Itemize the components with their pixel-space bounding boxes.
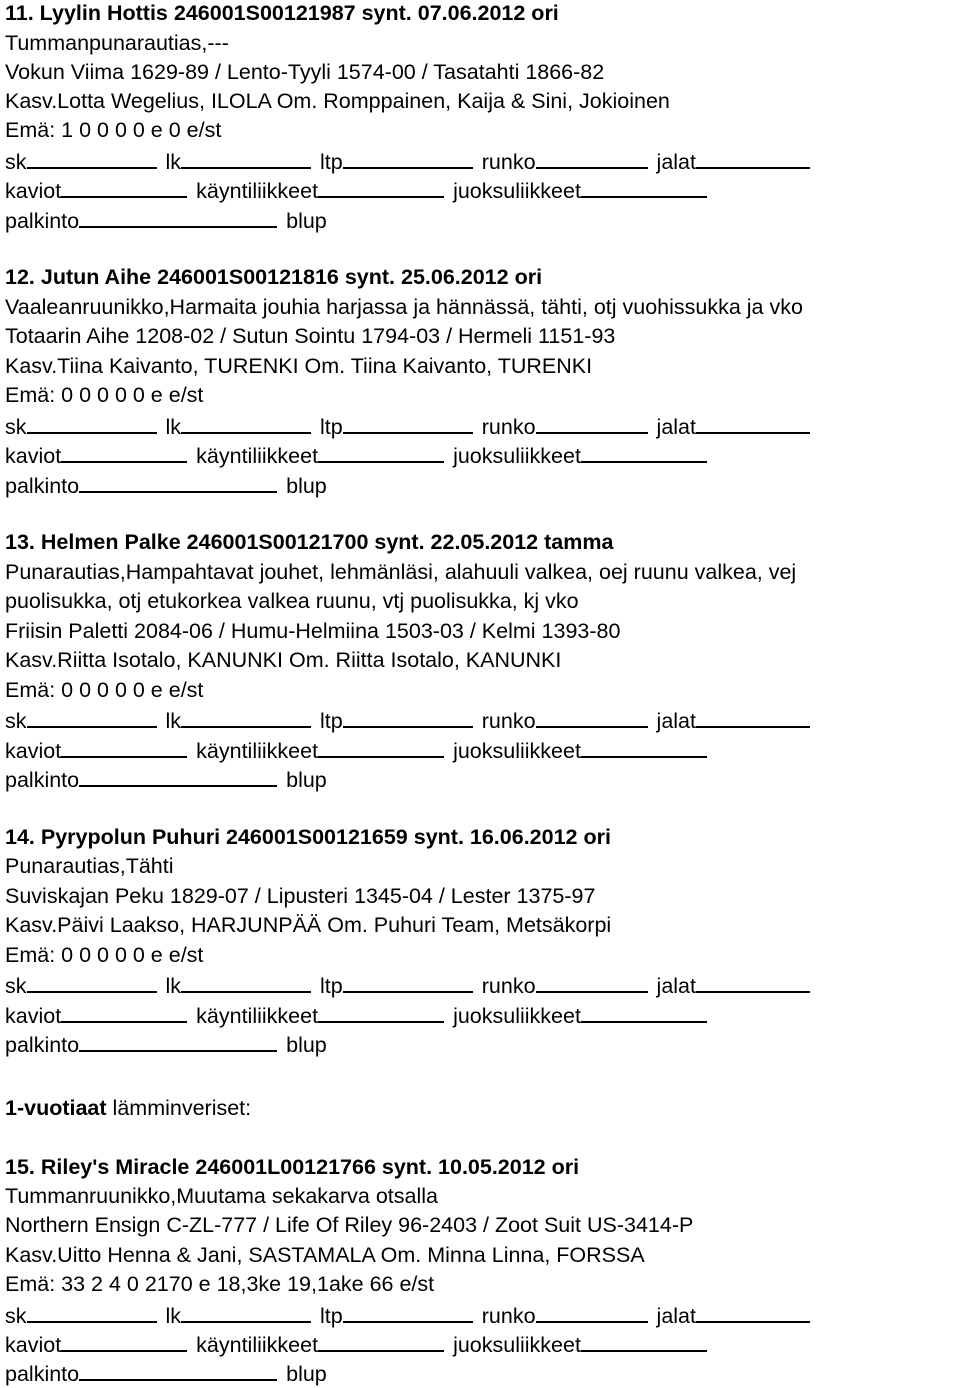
field-label-kayntiliikkeet: käyntiliikkeet — [196, 1333, 319, 1357]
field-label-palkinto: palkinto — [5, 1362, 80, 1386]
blank-jalat[interactable] — [696, 148, 810, 169]
entry-color: Tummanpunarautias,--- — [5, 31, 229, 55]
score-row-1 — [5, 707, 810, 732]
blank-kayntiliikkeet[interactable] — [318, 177, 444, 198]
field-label-palkinto: palkinto — [5, 1033, 80, 1057]
blank-ltp[interactable] — [343, 1302, 473, 1323]
blank-runko[interactable] — [536, 972, 648, 993]
field-label-runko: runko — [481, 150, 536, 174]
blank-juoksuliikkeet[interactable] — [581, 442, 707, 463]
entry-color: Vaaleanruunikko,Harmaita jouhia harjassa ja hännässä, tähti, otj vuohissukka ja vko — [5, 295, 803, 319]
score-row-1 — [5, 148, 810, 173]
section-header-rest: lämminveriset: — [112, 1096, 252, 1120]
blank-palkinto[interactable] — [79, 472, 277, 493]
entry-color: Punarautias,Hampahtavat jouhet, lehmänläsi, alahuuli valkea, oej ruunu valkea, vej — [5, 560, 797, 584]
field-label-sk: sk — [5, 974, 27, 998]
blank-runko[interactable] — [536, 413, 648, 434]
field-label-juoksuliikkeet: juoksuliikkeet — [453, 739, 581, 763]
score-row-1 — [5, 972, 810, 997]
field-label-ltp: ltp — [320, 1304, 343, 1328]
score-row-2 — [5, 442, 707, 467]
field-label-blup: blup — [286, 209, 327, 233]
entry-color-cont: puolisukka, otj etukorkea valkea ruunu, vtj puolisukka, kj vko — [5, 589, 579, 613]
field-label-kaviot: kaviot — [5, 179, 62, 203]
blank-runko[interactable] — [536, 148, 648, 169]
field-label-runko: runko — [481, 1304, 536, 1328]
entry-breeder-owner: Kasv.Päivi Laakso, HARJUNPÄÄ Om. Puhuri Team, Metsäkorpi — [5, 913, 612, 937]
field-label-kayntiliikkeet: käyntiliikkeet — [196, 444, 319, 468]
field-label-juoksuliikkeet: juoksuliikkeet — [453, 1333, 581, 1357]
blank-sk[interactable] — [27, 707, 157, 728]
score-row-3 — [5, 472, 327, 497]
entry-color: Punarautias,Tähti — [5, 854, 174, 878]
entry-dam-stats: Emä: 0 0 0 0 0 e e/st — [5, 383, 204, 407]
blank-kayntiliikkeet[interactable] — [318, 442, 444, 463]
field-label-kayntiliikkeet: käyntiliikkeet — [196, 739, 319, 763]
blank-kayntiliikkeet[interactable] — [318, 1002, 444, 1023]
field-label-kaviot: kaviot — [5, 444, 62, 468]
entry-pedigree: Suviskajan Peku 1829-07 / Lipusteri 1345-04 / Lester 1375-97 — [5, 884, 596, 908]
field-label-palkinto: palkinto — [5, 768, 80, 792]
score-row-2 — [5, 1002, 707, 1027]
blank-jalat[interactable] — [696, 972, 810, 993]
entry-dam-stats: Emä: 0 0 0 0 0 e e/st — [5, 943, 204, 967]
field-label-runko: runko — [481, 415, 536, 439]
score-row-2 — [5, 177, 707, 202]
blank-juoksuliikkeet[interactable] — [581, 1331, 707, 1352]
score-row-2 — [5, 1331, 707, 1356]
field-label-juoksuliikkeet: juoksuliikkeet — [453, 179, 581, 203]
score-row-3 — [5, 1031, 327, 1056]
blank-ltp[interactable] — [343, 707, 473, 728]
blank-palkinto[interactable] — [79, 1031, 277, 1052]
blank-ltp[interactable] — [343, 972, 473, 993]
field-label-runko: runko — [481, 709, 536, 733]
blank-jalat[interactable] — [696, 1302, 810, 1323]
field-label-lk: lk — [165, 150, 182, 174]
blank-lk[interactable] — [181, 148, 311, 169]
blank-lk[interactable] — [181, 1302, 311, 1323]
blank-sk[interactable] — [27, 972, 157, 993]
score-row-2 — [5, 737, 707, 762]
entry-color: Tummanruunikko,Muutama sekakarva otsalla — [5, 1184, 438, 1208]
blank-palkinto[interactable] — [79, 766, 277, 787]
field-label-sk: sk — [5, 150, 27, 174]
field-label-blup: blup — [286, 768, 327, 792]
blank-kayntiliikkeet[interactable] — [318, 1331, 444, 1352]
field-label-palkinto: palkinto — [5, 209, 80, 233]
field-label-jalat: jalat — [656, 415, 696, 439]
blank-sk[interactable] — [27, 413, 157, 434]
blank-lk[interactable] — [181, 413, 311, 434]
entry-title: 13. Helmen Palke 246001S00121700 synt. 22.05.2012 tamma — [5, 530, 614, 554]
field-label-kaviot: kaviot — [5, 1004, 62, 1028]
field-label-jalat: jalat — [656, 974, 696, 998]
field-label-juoksuliikkeet: juoksuliikkeet — [453, 444, 581, 468]
field-label-ltp: ltp — [320, 415, 343, 439]
score-row-3 — [5, 766, 327, 791]
score-row-1 — [5, 413, 810, 438]
blank-kaviot[interactable] — [61, 1331, 187, 1352]
score-row-1 — [5, 1302, 810, 1327]
blank-juoksuliikkeet[interactable] — [581, 1002, 707, 1023]
entry-breeder-owner: Kasv.Uitto Henna & Jani, SASTAMALA Om. Minna Linna, FORSSA — [5, 1243, 645, 1267]
blank-kaviot[interactable] — [61, 1002, 187, 1023]
entry-pedigree: Vokun Viima 1629-89 / Lento-Tyyli 1574-00 / Tasatahti 1866-82 — [5, 60, 605, 84]
blank-kaviot[interactable] — [61, 737, 187, 758]
entry-dam-stats: Emä: 33 2 4 0 2170 e 18,3ke 19,1ake 66 e/st — [5, 1272, 435, 1296]
entry-title: 14. Pyrypolun Puhuri 246001S00121659 synt. 16.06.2012 ori — [5, 825, 611, 849]
blank-palkinto[interactable] — [79, 1360, 277, 1381]
field-label-lk: lk — [165, 1304, 182, 1328]
field-label-ltp: ltp — [320, 974, 343, 998]
blank-kaviot[interactable] — [61, 177, 187, 198]
blank-sk[interactable] — [27, 148, 157, 169]
blank-lk[interactable] — [181, 707, 311, 728]
field-label-juoksuliikkeet: juoksuliikkeet — [453, 1004, 581, 1028]
blank-palkinto[interactable] — [79, 207, 277, 228]
field-label-kayntiliikkeet: käyntiliikkeet — [196, 179, 319, 203]
score-row-3 — [5, 207, 327, 232]
blank-sk[interactable] — [27, 1302, 157, 1323]
section-header-bold: 1-vuotiaat — [5, 1096, 107, 1120]
field-label-jalat: jalat — [656, 1304, 696, 1328]
section-header — [5, 1096, 251, 1121]
field-label-ltp: ltp — [320, 709, 343, 733]
entry-breeder-owner: Kasv.Riitta Isotalo, KANUNKI Om. Riitta Isotalo, KANUNKI — [5, 648, 562, 672]
field-label-blup: blup — [286, 1033, 327, 1057]
blank-kayntiliikkeet[interactable] — [318, 737, 444, 758]
entry-title: 15. Riley's Miracle 246001L00121766 synt. 10.05.2012 ori — [5, 1155, 580, 1179]
entry-breeder-owner: Kasv.Tiina Kaivanto, TURENKI Om. Tiina Kaivanto, TURENKI — [5, 354, 593, 378]
blank-juoksuliikkeet[interactable] — [581, 177, 707, 198]
field-label-kaviot: kaviot — [5, 739, 62, 763]
field-label-lk: lk — [165, 709, 182, 733]
field-label-runko: runko — [481, 974, 536, 998]
field-label-lk: lk — [165, 415, 182, 439]
score-row-3 — [5, 1360, 327, 1385]
field-label-kaviot: kaviot — [5, 1333, 62, 1357]
entry-pedigree: Totaarin Aihe 1208-02 / Sutun Sointu 1794-03 / Hermeli 1151-93 — [5, 324, 616, 348]
entry-title: 11. Lyylin Hottis 246001S00121987 synt. 07.06.2012 ori — [5, 1, 559, 25]
entry-title: 12. Jutun Aihe 246001S00121816 synt. 25.06.2012 ori — [5, 265, 543, 289]
field-label-blup: blup — [286, 1362, 327, 1386]
field-label-jalat: jalat — [656, 150, 696, 174]
blank-runko[interactable] — [536, 1302, 648, 1323]
field-label-ltp: ltp — [320, 150, 343, 174]
entry-dam-stats: Emä: 0 0 0 0 0 e e/st — [5, 678, 204, 702]
field-label-sk: sk — [5, 709, 27, 733]
blank-lk[interactable] — [181, 972, 311, 993]
field-label-sk: sk — [5, 1304, 27, 1328]
entry-dam-stats: Emä: 1 0 0 0 0 e 0 e/st — [5, 118, 222, 142]
blank-kaviot[interactable] — [61, 442, 187, 463]
field-label-blup: blup — [286, 474, 327, 498]
blank-jalat[interactable] — [696, 413, 810, 434]
field-label-kayntiliikkeet: käyntiliikkeet — [196, 1004, 319, 1028]
blank-ltp[interactable] — [343, 413, 473, 434]
field-label-sk: sk — [5, 415, 27, 439]
blank-ltp[interactable] — [343, 148, 473, 169]
blank-runko[interactable] — [536, 707, 648, 728]
entry-breeder-owner: Kasv.Lotta Wegelius, ILOLA Om. Romppainen, Kaija & Sini, Jokioinen — [5, 89, 670, 113]
entry-pedigree: Northern Ensign C-ZL-777 / Life Of Riley 96-2403 / Zoot Suit US-3414-P — [5, 1213, 694, 1237]
blank-jalat[interactable] — [696, 707, 810, 728]
blank-juoksuliikkeet[interactable] — [581, 737, 707, 758]
field-label-jalat: jalat — [656, 709, 696, 733]
field-label-palkinto: palkinto — [5, 474, 80, 498]
field-label-lk: lk — [165, 974, 182, 998]
entry-pedigree: Friisin Paletti 2084-06 / Humu-Helmiina 1503-03 / Kelmi 1393-80 — [5, 619, 621, 643]
